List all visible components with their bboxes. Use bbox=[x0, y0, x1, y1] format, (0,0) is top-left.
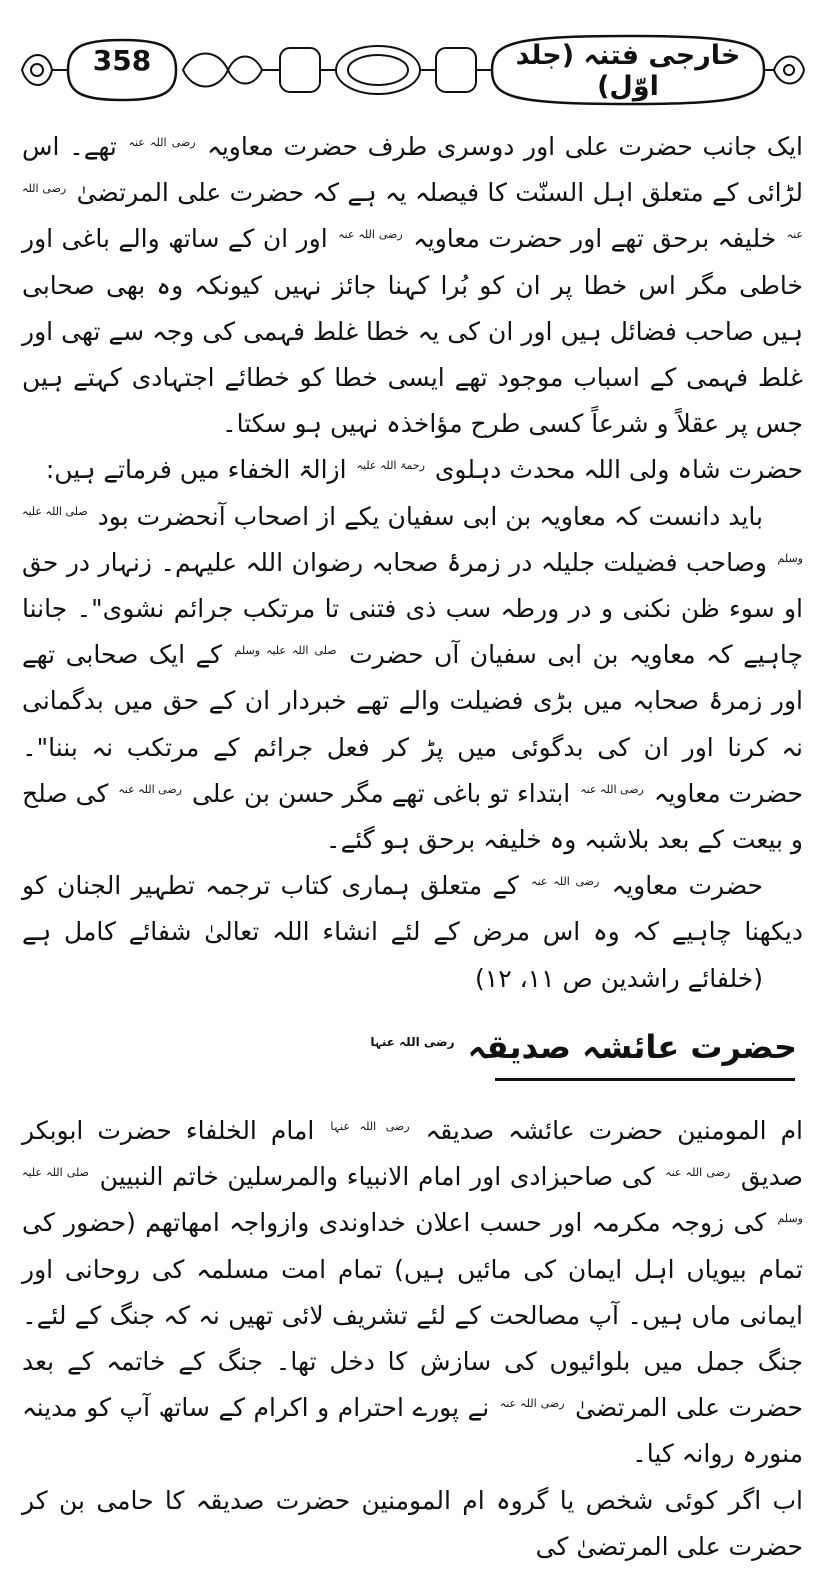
honorific-mark: رضی اللہ عنہا bbox=[370, 1035, 455, 1050]
body-text-section-2 bbox=[22, 1108, 803, 1570]
honorific-mark: صلی اللہ علیہ وسلم bbox=[22, 1165, 803, 1226]
honorific-mark: رحمۃ اللہ علیہ bbox=[356, 459, 425, 473]
page-number: 358 bbox=[92, 44, 152, 77]
body-text-section-1 bbox=[22, 124, 803, 1002]
honorific-mark: صلی اللہ علیہ وسلم bbox=[234, 643, 337, 657]
paragraph: حضرت شاہ ولی اللہ محدث دہلوی $^{رحمۃ اللہ علیہ}$ ازالۃ الخفاء میں فرماتے ہیں: bbox=[45, 455, 803, 485]
honorific-mark: رضی اللہ عنہا bbox=[330, 1119, 410, 1133]
paragraph: ایک جانب حضرت علی اور دوسری طرف حضرت معاویہ $^{رضی اللہ عنہ}$ تھے۔ اس لڑائی کے متعلق اہل السنّت کا فیصلہ یہ ہے کہ حضرت علی المرتضیٰ $^{رضی اللہ عنہ}$ خلیفہ برحق تھے اور حضرت معاویہ $^{رضی اللہ عنہ}$ اور ان کے ساتھ والے باغی اور خاطی مگر اس خطا پر ان کو بُرا کہنا جائز نہیں کیونکہ وہ بھی صحابی ہیں صاحب فضائل ہیں اور ان کی یہ خطا غلط فہمی کی وجہ سے تھی اور غلط فہمی کے اسباب موجود تھے ایسی خطا کو خطائے اجتہادی کہتے ہیں جس پر عقلاً و شرعاً کسی طرح مؤاخذہ نہیں ہو سکتا۔ bbox=[22, 132, 804, 439]
honorific-mark: رضی اللہ عنہ bbox=[118, 782, 182, 796]
honorific-mark: رضی اللہ عنہ bbox=[22, 181, 803, 242]
paragraph: حضرت معاویہ $^{رضی اللہ عنہ}$ کے متعلق ہماری کتاب ترجمہ تطہیر الجنان کو دیکھنا چاہیے کہ وہ اس مرض کے لئے انشاء اللہ تعالیٰ شفائے کامل ہے (خلفائے راشدین ص ۱۱، ۱۲) bbox=[22, 863, 803, 1002]
paragraph: ام المومنین حضرت عائشہ صدیقہ $^{رضی اللہ عنہا}$ امام الخلفاء حضرت ابوبکر صدیق $^{رضی اللہ عنہ}$ کی صاحبزادی اور امام الانبیاء والمرسلین خاتم النبیین $^{صلی اللہ علیہ وسلم}$ کی زوجہ مکرمہ اور حسب اعلان خداوندی وازواجہ امھاتھم (حضور کی تمام بیویاں اہل ایمان کی مائیں ہیں) تمام امت مسلمہ کی روحانی اور ایمانی ماں ہیں۔ آپ مصالحت کے لئے تشریف لائی تھیں نہ کہ جنگ کے لئے۔ جنگ جمل میں بلوائیوں کی سازش کا دخل تھا۔ جنگ کے خاتمہ کے بعد حضرت علی المرتضیٰ $^{رضی اللہ عنہ}$ نے پورے احترام و اکرام کے ساتھ آپ کو مدینہ منورہ روانہ کیا۔ bbox=[22, 1116, 804, 1469]
honorific-mark: رضی اللہ عنہ bbox=[499, 1396, 565, 1410]
page-header bbox=[18, 30, 807, 108]
honorific-mark: رضی اللہ عنہ bbox=[338, 228, 403, 242]
quotation-paragraph: باید دانست کہ معاویہ بن ابی سفیان یکے از اصحاب آنحضرت بود $^{صلی اللہ علیہ وسلم}$ وصاحب فضیلت جلیلہ در زمرۂ صحابہ رضوان اللہ علیہم۔ زنہار در حق او سوء ظن نکنی و در ورطہ سب ذی فتنی تا مرتکب جرائم نشوی"۔ جاننا چاہیے کہ معاویہ بن ابی سفیان آں حضرت $^{صلی اللہ علیہ وسلم}$ کے ایک صحابی تھے اور زمرۂ صحابہ میں بڑی فضیلت والے تھے خبردار ان کے حق میں بدگمانی نہ کرنا اور ان کی بدگوئی میں پڑ کر فعل جرائم کے مرتکب نہ بننا"۔ حضرت معاویہ $^{رضی اللہ عنہ}$ ابتداء تو باغی تھے مگر حسن بن علی $^{رضی اللہ عنہ}$ کی صلح و بیعت کے بعد بلاشبہ وہ خلیفہ برحق ہو گئے۔ bbox=[22, 501, 804, 855]
source-reference: (خلفائے راشدین ص ۱۱، ۱۲) bbox=[475, 963, 763, 993]
section-heading: حضرت عائشہ صدیقہ $^{رضی اللہ عنہا}$ bbox=[370, 1028, 797, 1066]
paragraph: اب اگر کوئی شخص یا گروہ ام المومنین حضرت صدیقہ کا حامی بن کر حضرت علی المرتضیٰ کی bbox=[22, 1485, 803, 1561]
honorific-mark: رضی اللہ عنہ bbox=[128, 135, 196, 149]
honorific-mark: رضی اللہ عنہ bbox=[665, 1165, 731, 1179]
honorific-mark: رضی اللہ عنہ bbox=[531, 874, 600, 888]
running-title: خارجی فتنہ (جلد اوّل) bbox=[515, 40, 741, 102]
honorific-mark: صلی اللہ علیہ وسلم bbox=[22, 505, 803, 565]
honorific-mark: رضی اللہ عنہ bbox=[580, 782, 644, 796]
heading-underline bbox=[495, 1078, 795, 1081]
